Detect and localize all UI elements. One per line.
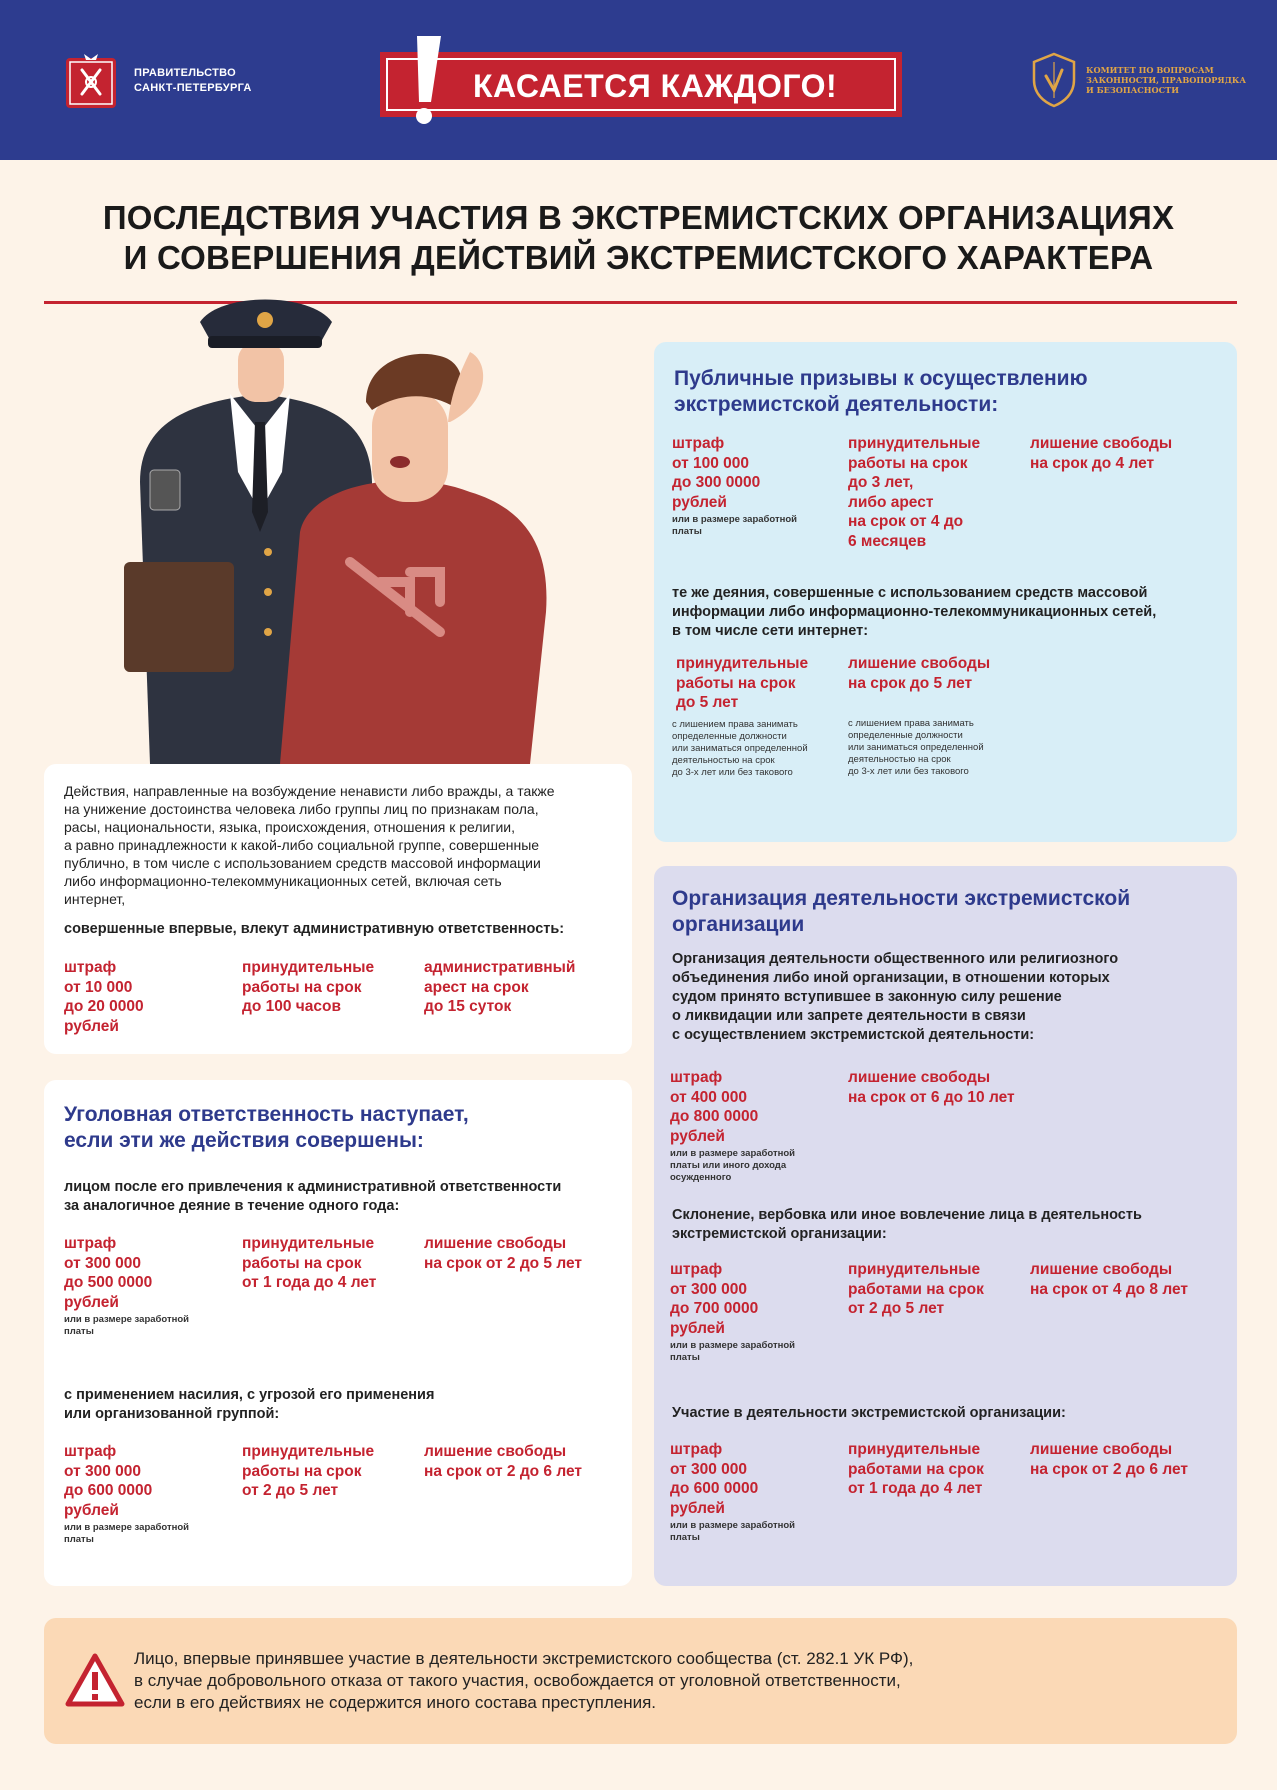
- penalty-line: от 300 000: [670, 1460, 748, 1478]
- penalty-line: до 600 0000: [670, 1480, 759, 1497]
- note-line: платы: [64, 1534, 94, 1545]
- penalty-line: арест на срок: [424, 978, 529, 996]
- subheading-line: экстремистской организации:: [672, 1226, 887, 1242]
- text-line: Действия, направленные на возбуждение ненависти либо вражды, а также: [64, 783, 555, 799]
- subheading-line: или организованной группой:: [64, 1406, 280, 1422]
- text-line: судом принято вступившее в законную силу решение: [672, 989, 1062, 1005]
- public-fine: [672, 434, 832, 538]
- public-calls-panel: [654, 342, 1237, 842]
- crim-violence-fine: [64, 1442, 224, 1546]
- penalty-line: до 600 0000: [64, 1482, 153, 1499]
- admin-arrest: [424, 958, 614, 1017]
- penalty-line: работы на срок: [848, 454, 968, 472]
- note-line: если в его действиях не содержится иного состава преступления.: [134, 1693, 657, 1712]
- subheading-line: за аналогичное деяние в течение одного года:: [64, 1198, 400, 1214]
- note-line: платы: [670, 1532, 700, 1543]
- banner-text: КАСАЕТСЯ КАЖДОГО!: [473, 68, 838, 104]
- penalty-line: на срок от 6 до 10 лет: [848, 1088, 1015, 1106]
- text-line: расы, национальности, языка, происхождения, отношения к религии,: [64, 819, 516, 835]
- penalty-line: лишение свободы: [424, 1443, 567, 1460]
- committee-line1: КОМИТЕТ ПО ВОПРОСАМ: [1086, 65, 1214, 75]
- voluntary-withdrawal-note: [44, 1618, 1237, 1744]
- penalty-line: на срок от 2 до 5 лет: [424, 1254, 583, 1272]
- title-line2: И СОВЕРШЕНИЯ ДЕЙСТВИЙ ЭКСТРЕМИСТСКОГО ХАРАКТЕРА: [123, 239, 1154, 276]
- penalty-line: до 15 суток: [424, 998, 512, 1015]
- org-recruitment-subheading: [672, 1206, 1232, 1244]
- crim-heading-line2: если эти же действия совершены:: [64, 1129, 424, 1152]
- org-participation-subheading: Участие в деятельности экстремистской организации:: [672, 1405, 1066, 1421]
- org-heading-line2: организации: [672, 913, 805, 936]
- gov-logo-block: [62, 50, 252, 112]
- penalty-line: штраф: [64, 1235, 117, 1252]
- note-line: до 3-х лет или без такового: [672, 766, 793, 778]
- penalty-line: принудительные: [848, 1261, 981, 1278]
- note-line: или в размере заработной: [670, 1520, 795, 1531]
- penalty-line: до 500 0000: [64, 1274, 153, 1291]
- penalty-line: до 3 лет,: [848, 474, 914, 491]
- committee-shield-icon: [1028, 50, 1080, 110]
- crim-heading: [64, 1102, 469, 1154]
- page-title: [40, 198, 1237, 278]
- org-recruitment-fine: [670, 1260, 830, 1364]
- penalty-line: от 2 до 5 лет: [242, 1482, 339, 1499]
- org-heading: [672, 886, 1130, 938]
- admin-subheading: совершенные впервые, влекут административную ответственность:: [64, 921, 565, 937]
- penalty-line: от 1 года до 4 лет: [242, 1274, 377, 1291]
- subheading-line: Склонение, вербовка или иное вовлечение лица в деятельность: [672, 1207, 1142, 1223]
- penalty-line: рублей: [672, 493, 727, 511]
- title-line1: ПОСЛЕДСТВИЯ УЧАСТИЯ В ЭКСТРЕМИСТСКИХ ОРГАНИЗАЦИЯХ: [102, 199, 1175, 236]
- note-line: Лицо, впервые принявшее участие в деятельности экстремистского сообщества (ст. 282.1 УК РФ),: [134, 1649, 914, 1668]
- admin-forced-labor: [242, 958, 412, 1017]
- note-line: платы или иного дохода: [670, 1160, 787, 1171]
- penalty-line: рублей: [670, 1499, 725, 1517]
- org-fine: [670, 1068, 830, 1184]
- extremist-organization-panel: [654, 866, 1237, 1586]
- penalty-line: лишение свободы: [848, 1069, 991, 1086]
- gov-name-line2: САНКТ-ПЕТЕРБУРГА: [134, 82, 252, 94]
- criminal-liability-panel: [44, 1080, 632, 1586]
- penalty-line: работы на срок: [242, 1462, 362, 1480]
- text-line: о ликвидации или запрете деятельности в связи: [672, 1008, 1026, 1024]
- penalty-line: до 800 0000: [670, 1108, 759, 1125]
- note-line: платы: [670, 1352, 700, 1363]
- note-line: или в размере заработной: [64, 1314, 189, 1325]
- penalty-line: на срок от 4 до: [848, 513, 964, 530]
- penalty-line: штраф: [64, 959, 117, 976]
- penalty-line: от 10 000: [64, 978, 133, 996]
- subheading-line: в том числе сети интернет:: [672, 623, 869, 639]
- penalty-line: принудительные: [242, 959, 375, 976]
- note-line: или в размере заработной: [64, 1522, 189, 1533]
- penalty-line: на срок от 4 до 8 лет: [1030, 1280, 1189, 1298]
- public-media-imprisonment: [848, 654, 1028, 778]
- penalty-line: рублей: [64, 1501, 119, 1519]
- subheading-line: с применением насилия, с угрозой его применения: [64, 1387, 435, 1403]
- penalty-line: принудительные: [848, 435, 981, 452]
- penalty-line: от 300 000: [670, 1280, 748, 1298]
- penalty-line: на срок от 2 до 6 лет: [424, 1462, 583, 1480]
- crim-heading-line1: Уголовная ответственность наступает,: [64, 1103, 469, 1126]
- note-line: осужденного: [670, 1172, 732, 1183]
- spb-emblem-icon: [62, 50, 120, 112]
- penalty-note: [670, 1148, 830, 1184]
- note-line: деятельностью на срок: [848, 754, 951, 765]
- penalty-line: принудительные: [242, 1235, 375, 1252]
- penalty-line: до 700 0000: [670, 1300, 759, 1317]
- crim-subheading-repeat: [64, 1178, 624, 1216]
- text-line: либо информационно-телекоммуникационных сетей, включая сеть: [64, 873, 502, 889]
- admin-fine: [64, 958, 224, 1036]
- warning-triangle-icon: [64, 1652, 126, 1708]
- note-text: [134, 1648, 1207, 1714]
- penalty-line: на срок до 5 лет: [848, 674, 973, 692]
- org-heading-line1: Организация деятельности экстремистской: [672, 887, 1131, 910]
- public-imprisonment: [1030, 434, 1210, 473]
- penalty-note: [672, 719, 842, 779]
- org-recruitment-forced-labor: [848, 1260, 1018, 1319]
- penalty-line: рублей: [670, 1127, 725, 1145]
- penalty-line: до 5 лет: [676, 694, 739, 711]
- banner: [380, 52, 902, 117]
- penalty-line: до 100 часов: [242, 998, 342, 1015]
- note-line: платы: [64, 1326, 94, 1337]
- penalty-line: от 1 года до 4 лет: [848, 1480, 983, 1497]
- penalty-line: рублей: [64, 1017, 119, 1035]
- penalty-line: рублей: [64, 1293, 119, 1311]
- header-bar: [0, 0, 1277, 160]
- note-line: или заниматься определенной: [848, 742, 984, 753]
- penalty-line: штраф: [670, 1441, 723, 1458]
- org-imprisonment: [848, 1068, 1048, 1107]
- penalty-line: штраф: [670, 1069, 723, 1086]
- penalty-line: лишение свободы: [1030, 435, 1173, 452]
- org-participation-imprisonment: [1030, 1440, 1230, 1479]
- public-heading: [674, 366, 1088, 418]
- text-line: на унижение достоинства человека либо группы лиц по признакам пола,: [64, 801, 539, 817]
- penalty-note: [64, 1522, 224, 1546]
- committee-logo-block: [1028, 50, 1256, 110]
- note-line: до 3-х лет или без такового: [848, 766, 969, 777]
- administrative-liability-panel: [44, 764, 632, 1054]
- note-line: деятельностью на срок: [672, 754, 775, 766]
- note-line: или в размере заработной: [672, 514, 797, 525]
- org-participation-forced-labor: [848, 1440, 1018, 1499]
- penalty-line: принудительные: [676, 655, 809, 672]
- subheading-line: лицом после его привлечения к административной ответственности: [64, 1179, 562, 1195]
- penalty-line: на срок до 4 лет: [1030, 454, 1155, 472]
- gov-name-line1: ПРАВИТЕЛЬСТВО: [134, 67, 236, 79]
- text-line: а равно принадлежности к какой-либо социальной группе, совершенные: [64, 837, 540, 853]
- penalty-line: штраф: [64, 1443, 117, 1460]
- crim-repeat-forced-labor: [242, 1234, 412, 1293]
- crim-violence-imprisonment: [424, 1442, 614, 1481]
- penalty-note: [670, 1520, 830, 1544]
- public-media-subheading: [672, 584, 1232, 641]
- note-line: с лишением права занимать: [848, 718, 974, 729]
- subheading-line: информации либо информационно-телекоммуникационных сетей,: [672, 604, 1157, 620]
- penalty-note: [672, 514, 832, 538]
- penalty-line: принудительные: [242, 1443, 375, 1460]
- public-heading-line1: Публичные призывы к осуществлению: [674, 367, 1088, 390]
- text-line: Организация деятельности общественного или религиозного: [672, 951, 1119, 967]
- penalty-line: административный: [424, 959, 576, 976]
- committee-line2: ЗАКОННОСТИ, ПРАВОПОРЯДКА: [1086, 75, 1247, 85]
- note-line: или в размере заработной: [670, 1340, 795, 1351]
- penalty-note: [64, 1314, 224, 1338]
- penalty-line: либо арест: [848, 493, 934, 511]
- note-line: с лишением права занимать: [672, 718, 798, 730]
- penalty-line: штраф: [670, 1261, 723, 1278]
- exclamation-icon: [395, 30, 455, 130]
- note-line: или заниматься определенной: [672, 742, 808, 754]
- penalty-line: работами на срок: [848, 1460, 984, 1478]
- penalty-note: [670, 1340, 830, 1364]
- penalty-line: лишение свободы: [1030, 1261, 1173, 1278]
- police-officer-and-youth-illustration: [110, 282, 610, 764]
- note-line: определенные должности: [672, 730, 787, 742]
- penalty-line: на срок от 2 до 6 лет: [1030, 1460, 1189, 1478]
- penalty-line: от 100 000: [672, 454, 750, 472]
- penalty-line: до 300 0000: [672, 474, 761, 491]
- org-description: [672, 950, 1232, 1045]
- text-line: публично, в том числе с использованием средств массовой информации: [64, 855, 541, 871]
- note-line: определенные должности: [848, 730, 963, 741]
- crim-repeat-fine: [64, 1234, 224, 1338]
- penalty-line: лишение свободы: [1030, 1441, 1173, 1458]
- subheading-line: те же деяния, совершенные с использованием средств массовой: [672, 585, 1148, 601]
- penalty-line: принудительные: [848, 1441, 981, 1458]
- penalty-line: от 300 000: [64, 1462, 142, 1480]
- penalty-line: штраф: [672, 435, 725, 452]
- penalty-line: от 400 000: [670, 1088, 748, 1106]
- penalty-line: до 20 0000: [64, 998, 144, 1015]
- crim-subheading-violence: [64, 1386, 624, 1424]
- org-recruitment-imprisonment: [1030, 1260, 1230, 1299]
- org-participation-fine: [670, 1440, 830, 1544]
- public-heading-line2: экстремистской деятельности:: [674, 393, 999, 416]
- public-forced-labor: [848, 434, 1018, 551]
- penalty-line: рублей: [670, 1319, 725, 1337]
- penalty-line: работы на срок: [242, 1254, 362, 1272]
- penalty-note: [848, 718, 1028, 778]
- penalty-line: работы на срок: [676, 674, 796, 692]
- note-line: платы: [672, 526, 702, 537]
- penalty-line: лишение свободы: [848, 655, 991, 672]
- penalty-line: 6 месяцев: [848, 532, 927, 550]
- penalty-line: работы на срок: [242, 978, 362, 996]
- penalty-line: от 2 до 5 лет: [848, 1300, 945, 1317]
- penalty-line: работами на срок: [848, 1280, 984, 1298]
- crim-repeat-imprisonment: [424, 1234, 614, 1273]
- note-line: в случае добровольного отказа от такого участия, освобождается от уголовной ответственности,: [134, 1671, 901, 1690]
- note-line: или в размере заработной: [670, 1148, 795, 1159]
- penalty-line: от 300 000: [64, 1254, 142, 1272]
- committee-line3: И БЕЗОПАСНОСТИ: [1086, 85, 1179, 95]
- penalty-line: лишение свободы: [424, 1235, 567, 1252]
- text-line: объединения либо иной организации, в отношении которых: [672, 970, 1110, 986]
- public-media-forced-labor: [672, 654, 842, 779]
- crim-violence-forced-labor: [242, 1442, 412, 1501]
- admin-description: [64, 782, 624, 908]
- text-line: с осуществлением экстремистской деятельности:: [672, 1027, 1035, 1043]
- text-line: интернет,: [64, 891, 126, 907]
